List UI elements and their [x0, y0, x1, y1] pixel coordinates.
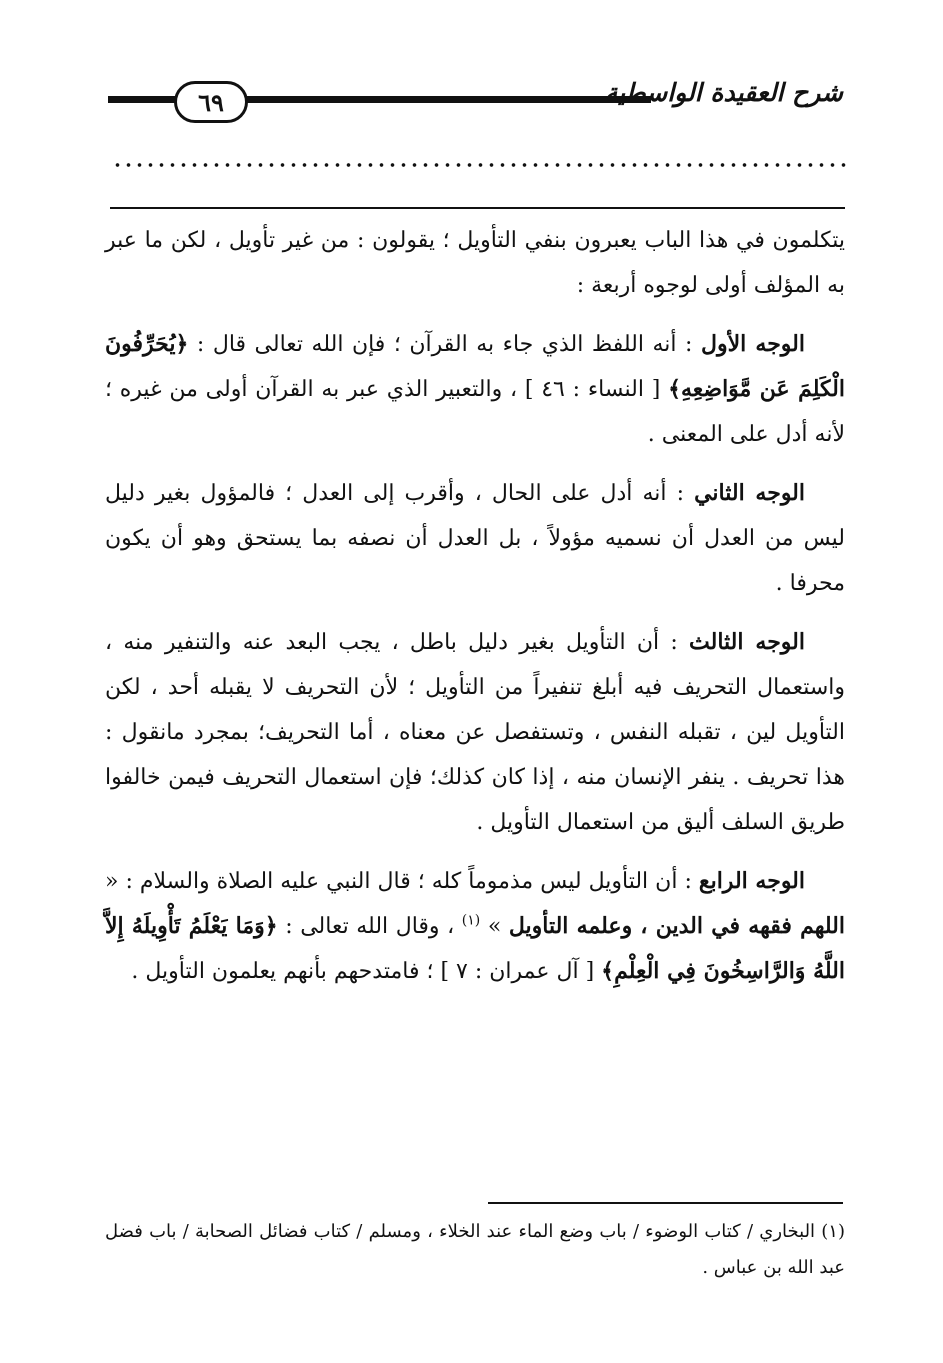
top-rule: [110, 207, 845, 209]
paragraph-third-reason: [105, 620, 845, 845]
paragraph-text: [ آل عمران : ٧ ] ؛ فامتدحهم بأنهم يعلمون التأويل .: [131, 959, 602, 984]
footnote-item: [105, 1214, 845, 1286]
paragraph-text: : أن التأويل ليس مذموماً كله ؛ قال النبي عليه الصلاة والسلام : «: [105, 869, 699, 894]
paragraph-text: : أن التأويل بغير دليل باطل ، يجب البعد عنه والتنفير منه ، واستعمال التحريف فيه أبلغ تنفيراً من التأويل ؛ لأن التحريف لا يقبله أحد ، لكن التأويل لين ، تقبله النفس ، وتستفصل عن معناه ، أما التحريف؛ بمجرد مانقول : هذا تحريف . ينفر الإنسان منه ، إذا كان كذلك؛ فإن استعمال التحريف فيمن خالفوا طريق السلف أليق من استعمال التأويل .: [105, 630, 845, 835]
footnote-rule: [488, 1202, 843, 1204]
paragraph-text: : أنه اللفظ الذي جاء به القرآن ؛ فإن الله تعالى قال :: [188, 332, 701, 357]
quran-verse: ﴿يُحَرِّفُونَ الْكَلِمَ عَن مَّوَاضِعِهِ﴾: [105, 331, 845, 402]
paragraph-first-reason: [105, 322, 845, 457]
paragraph-lead: الوجه الرابع: [698, 868, 805, 894]
header-rule-right: [236, 96, 651, 103]
page-header: [108, 70, 843, 130]
paragraph-text: [ النساء : ٤٦ ] ، والتعبير الذي عبر به القرآن أولى من غيره ؛ لأنه أدل على المعنى .: [105, 377, 845, 447]
paragraph-intro: [105, 218, 845, 308]
paragraph-lead: الوجه الثالث: [689, 629, 805, 655]
dotted-separator: [112, 162, 847, 168]
paragraph-text: ، وقال الله تعالى :: [277, 914, 462, 939]
paragraph-lead: الوجه الثاني: [694, 480, 805, 506]
paragraph-text: »: [480, 914, 509, 939]
page-number: ٦٩: [174, 81, 248, 123]
header-rule-left: [108, 96, 176, 103]
footnote-text: (١) البخاري / كتاب الوضوء / باب وضع الماء عند الخلاء ، ومسلم / كتاب فضائل الصحابة / باب فضل عبد الله بن عباس .: [105, 1221, 845, 1278]
paragraph-lead: الوجه الأول: [700, 331, 805, 357]
footnote-reference: (١): [461, 912, 481, 929]
paragraph-text: : أنه أدل على الحال ، وأقرب إلى العدل ؛ فالمؤول بغير دليل ليس من العدل أن نسميه مؤولاً ، بل العدل أن نصفه بما يستحق وهو أن يكون محرفا .: [105, 481, 845, 596]
body-text: [105, 218, 845, 1008]
hadith-quote: اللهم فقهه في الدين ، وعلمه التأويل: [508, 913, 845, 939]
quran-verse: ﴿وَمَا يَعْلَمُ تَأْوِيلَهُ إِلاَّ اللَّهُ وَالرَّاسِخُونَ فِي الْعِلْمِ﴾: [105, 913, 845, 984]
paragraph-fourth-reason: [105, 859, 845, 994]
footnotes: [105, 1214, 845, 1286]
paragraph-second-reason: [105, 471, 845, 606]
running-title: شرح العقيدة الواسطية: [604, 78, 843, 107]
paragraph-text: يتكلمون في هذا الباب يعبرون بنفي التأويل ؛ يقولون : من غير تأويل ، لكن ما عبر به المؤلف أولى لوجوه أربعة :: [105, 228, 845, 298]
